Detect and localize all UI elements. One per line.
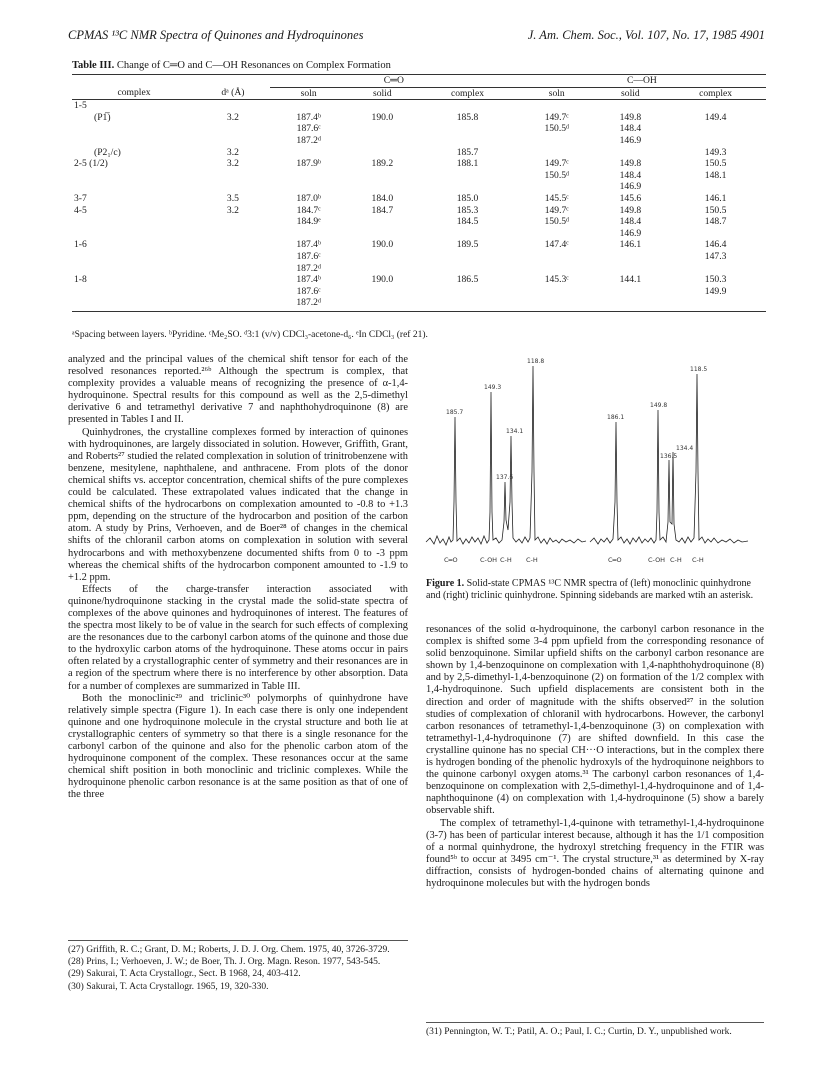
table-cell	[72, 263, 196, 275]
table-cell	[417, 286, 518, 298]
reference-entry: (29) Sakurai, T. Acta Crystallogr., Sect. B 1968, 24, 403-412.	[68, 969, 301, 980]
table-cell: 146.4	[704, 239, 727, 251]
table-cell: 185.7	[456, 146, 479, 158]
table-cell	[518, 100, 596, 112]
table-cell: 190.0	[371, 274, 394, 286]
table-cell	[270, 147, 348, 159]
right-axis-label-2: C-OH	[648, 556, 666, 564]
table-cell: 187.2ᵈ	[296, 297, 321, 309]
table-iii	[72, 74, 766, 312]
column-header: soln	[548, 87, 565, 99]
table-cell	[72, 286, 196, 298]
table-cell	[518, 251, 596, 263]
table-cell	[596, 263, 666, 275]
left-axis-label-1: C═O	[444, 556, 458, 564]
body-paragraph: Effects of the charge-transfer interaction associated with quinone/hydroquinone stacking in the crystal made the solid-state spectra of complexes of the above quinones and hydroquinones of interest. The features of the spectra most likely to be of value in the search for such effects of complexing are the resonances due to the carbonyl carbon atoms of the quinone and those due to the hydroxylic carbon atoms of the hydroquinone. These atoms occur in pairs often related by a crystallographic center of symmetry and their resonances are in a region of the spectrum where there is no interference by other absorption. Data for a number of complexes are summarized in Table III.	[68, 583, 408, 692]
table-cell	[518, 181, 596, 193]
table-cell: 2-5 (1/2)	[74, 158, 108, 170]
table-row	[72, 158, 766, 170]
table-cell: 149.7ᶜ	[544, 111, 569, 123]
table-cell: 150.5ᵈ	[544, 169, 570, 181]
body-paragraph: Quinhydrones, the crystalline complexes formed by interaction of quinones with hydroquinones, are largely dissociated in solution. However, Griffith, Grant, and Roberts²⁷ studied the related complexation in solution of trinitrobenzene with benzene, mesitylene, naphthalene, and anthracene. From plots of the donor chemical shifts vs. acceptor concentration, chemical shifts of the pure complexes could be calculated. These extrapolated values indicated that the change in chemical shifts of the hydrocarbons on complexation amounted to -0.8 to +1.3 ppm, depending on the structure of the hydrocarbon and position of the carbon atom. A study by Prins, Verhoeven, and de Boer²⁸ of changes in the chemical shifts of the chloranil carbon atoms on complexation in solution with several hydrocarbons and with methoxybenzene documented shifts from 0 to -3 ppm whereas the chemical shifts of the hydrocarbon component amounted to -1.9 to +1.2 ppm.	[68, 426, 408, 583]
table-title: Change of C═O and C—OH Resonances on Complex Formation	[116, 60, 391, 71]
table-cell: (P1̅)	[94, 111, 111, 123]
body-paragraph: The complex of tetramethyl-1,4-quinone with tetramethyl-1,4-hydroquinone (3-7) has been of particular interest because, although it has the 1/1 composition of a normal quinhydrone, the hydroxyl stretching frequency in the FTIR was found⁵ᵇ to occur at 3495 cm⁻¹. The crystal structure,³¹ as determined by X-ray diffraction, consists of hydrogen-bonded chains of alternating quinone and hydroquinone molecules but with the hydrogen bonds	[426, 817, 764, 889]
table-cell: 150.5ᵈ	[544, 216, 570, 228]
running-head	[68, 28, 765, 46]
table-cell: 3.5	[226, 192, 239, 204]
body-paragraph: analyzed and the principal values of the chemical shift tensor for each of the resolved resonances reported.²⁶ᵇ Although the spectrum is complex, that complexity provides a valuable means of recognizing the presence of α-1,4-hydroquinone. Spectral results for this compound as well as the 2,5-dimethyl derivative 6 and tetramethyl derivative 7 and naphthohydroquinone (8) are presented in Tables I and II.	[68, 354, 408, 426]
table-cell	[348, 297, 418, 311]
table-cell: 149.4	[704, 111, 727, 123]
reference-entry: (28) Prins, I.; Verhoeven, J. W.; de Boer, Th. J. Org. Magn. Reson. 1977, 543-545.	[68, 957, 381, 968]
table-cell: 3.2	[226, 111, 239, 123]
table-cell: 187.9ᵇ	[296, 158, 321, 170]
table-cell	[348, 135, 418, 147]
table-cell	[196, 239, 270, 251]
table-row	[72, 228, 766, 240]
table-cell: 146.9	[619, 227, 642, 239]
left-spectrum-trace	[426, 366, 586, 545]
table-cell	[196, 251, 270, 263]
table-cell	[417, 251, 518, 263]
table-row	[72, 297, 766, 311]
table-cell: 184.7ᶜ	[296, 204, 321, 216]
table-cell	[196, 216, 270, 228]
table-cell	[270, 181, 348, 193]
table-cell	[196, 135, 270, 147]
table-cell: 149.9	[704, 285, 727, 297]
table-cell: 150.3	[704, 274, 727, 286]
right-axis-label-4: C-H	[692, 556, 704, 564]
table-cell	[417, 100, 518, 112]
table-cell	[596, 147, 666, 159]
table-cell	[596, 251, 666, 263]
table-row	[72, 193, 766, 205]
table-cell: 148.4	[619, 123, 642, 135]
table-cell: 3.2	[226, 146, 239, 158]
table-cell: 190.0	[371, 111, 394, 123]
table-cell	[270, 170, 348, 182]
table-cell	[417, 181, 518, 193]
table-cell	[348, 147, 418, 159]
table-cell: 149.8	[619, 111, 642, 123]
table-cell	[196, 100, 270, 112]
table-cell	[72, 216, 196, 228]
table-cell: 146.9	[619, 181, 642, 193]
table-cell: 147.3	[704, 250, 727, 262]
table-cell	[348, 170, 418, 182]
reference-entry: (30) Sakurai, T. Acta Crystallogr. 1965, 19, 320-330.	[68, 981, 269, 992]
table-cell: 185.8	[456, 111, 479, 123]
table-cell: 189.2	[371, 158, 394, 170]
group-header-co: C═O	[270, 75, 518, 88]
group-header-coh: C—OH	[518, 75, 766, 88]
table-cell	[596, 297, 666, 311]
table-cell	[665, 263, 766, 275]
table-cell: 148.1	[704, 169, 727, 181]
table-cell: 1-5	[74, 100, 87, 112]
table-row	[72, 181, 766, 193]
table-cell: 149.3	[704, 146, 727, 158]
table-cell	[72, 297, 196, 311]
left-peak-label-2: 149.3	[484, 384, 502, 391]
right-axis-label-1: C═O	[608, 556, 622, 564]
reference-entry: (27) Griffith, R. C.; Grant, D. M.; Roberts, J. D. J. Org. Chem. 1975, 40, 3726-3729.	[68, 945, 390, 955]
figure-1	[420, 352, 766, 574]
table-cell	[72, 228, 196, 240]
table-cell: 144.1	[619, 274, 642, 286]
table-cell: 150.5ᵈ	[544, 123, 570, 135]
table-row	[72, 251, 766, 263]
table-cell	[417, 263, 518, 275]
column-header: solid	[372, 87, 392, 99]
table-cell	[518, 135, 596, 147]
table-row	[72, 135, 766, 147]
table-cell: 149.8	[619, 158, 642, 170]
table-cell: 145.5ᶜ	[544, 192, 569, 204]
table-cell: 184.7	[371, 204, 394, 216]
table-cell: 187.4ᵇ	[296, 274, 321, 286]
left-axis-label-4: C-H	[526, 556, 538, 564]
right-peak-label-1: 186.1	[607, 414, 625, 421]
table-cell: 187.6ᶜ	[296, 123, 321, 135]
table-cell: 187.4ᵇ	[296, 239, 321, 251]
table-cell	[665, 135, 766, 147]
right-peak-label-2: 149.8	[650, 402, 668, 409]
table-cell: 149.7ᶜ	[544, 158, 569, 170]
table-cell	[417, 123, 518, 135]
nmr-spectra-svg	[420, 352, 766, 574]
table-cell: 1-8	[74, 274, 87, 286]
table-cell	[518, 228, 596, 240]
left-axis-label-2: C-OH	[480, 556, 498, 564]
table-cell	[196, 228, 270, 240]
column-header-row	[72, 87, 766, 100]
table-cell	[665, 123, 766, 135]
table-cell: 146.9	[619, 134, 642, 146]
table-cell: 186.5	[456, 274, 479, 286]
right-peak-label-3: 134.4	[676, 445, 694, 452]
running-head-journal: J. Am. Chem. Soc., Vol. 107, No. 17, 1985 4901	[527, 28, 765, 42]
table-cell	[665, 100, 766, 112]
table-row	[72, 170, 766, 182]
left-peak-label-3: 134.1	[506, 428, 524, 435]
table-cell	[665, 181, 766, 193]
table-cell: 3-7	[74, 192, 87, 204]
column-header: solid	[621, 87, 640, 99]
table-cell	[196, 181, 270, 193]
table-cell: 4-5	[74, 204, 87, 216]
table-cell	[270, 100, 348, 112]
table-cell	[518, 297, 596, 311]
running-head-title: CPMAS ¹³C NMR Spectra of Quinones and Hydroquinones	[68, 28, 364, 42]
table-cell: 149.7ᶜ	[544, 204, 569, 216]
body-paragraph: resonances of the solid α-hydroquinone, the carbonyl carbon resonance in the complex is shifted some 3-4 ppm upfield from the corresponding resonance of solid benzoquinone. Similar upfield shifts on the carbonyl carbon resonance are shown by 1,4-benzoquinone on complexation with 1,4-naphthohydroquinone (8) and by 2,5-dimethyl-1,4-benzoquinone (2) on formation of the 1/2 complex with 1,4-hydroquinone. Such upfield displacements are consistent both in the direction and order of magnitude with the shifts observed²⁷ in the solution studies of complexation of chloranil with hydrocarbons. However, the carbonyl carbon resonances of tetramethyl-1,4-benzoquinone (3) on complexation with tetramethyl-1,4-hydroquinone (7) are shifted downfield. In this case the crystalline quinone has no special CH···O interactions, but in the complex there is hydrogen bonding of the phenolic hydroxyls of the hydroquinone neighbors to the quinone carbonyl oxygen atoms.³¹ The carbonyl carbon resonances of 1,4-benzoquinone on complexation with 2,5-dimethyl-1,4-hydroquinone and of 1,4-naphthoquinone (4) on complexation with 1,4-hydroquinone (5) show a barely observable shift.	[426, 624, 764, 817]
table-cell	[417, 228, 518, 240]
table-cell	[196, 274, 270, 286]
table-cell	[72, 181, 196, 193]
table-cell: 3.2	[226, 204, 239, 216]
table-cell: 184.9ᵉ	[296, 216, 321, 228]
table-row	[72, 112, 766, 124]
table-cell	[196, 170, 270, 182]
table-row	[72, 274, 766, 286]
table-cell: 149.8	[619, 204, 642, 216]
references-right	[426, 1022, 764, 1039]
right-peak-label-4: 136.5	[660, 453, 678, 460]
table-cell: 187.0ᵇ	[296, 192, 321, 204]
table-cell: 185.0	[456, 192, 479, 204]
table-cell	[665, 297, 766, 311]
left-column-text	[68, 354, 408, 801]
table-cell: 1-6	[74, 239, 87, 251]
table-cell: 148.4	[619, 169, 642, 181]
table-cell: 150.5	[704, 158, 727, 170]
table-cell	[665, 228, 766, 240]
table-cell: 150.5	[704, 204, 727, 216]
table-cell	[417, 170, 518, 182]
left-peak-label-5: 118.8	[527, 358, 545, 365]
table-cell: 190.0	[371, 239, 394, 251]
table-row	[72, 147, 766, 159]
table-row	[72, 286, 766, 298]
table-cell	[348, 181, 418, 193]
right-axis-label-3: C-H	[670, 556, 682, 564]
table-cell: 147.4ᶜ	[544, 239, 569, 251]
table-cell	[417, 297, 518, 311]
table-footnote: ᵃSpacing between layers. ᵇPyridine. ᶜMe₂SO. ᵈ3:1 (v/v) CDCl₃-acetone-d₆. ᵉIn CDCl₃ (ref 21).	[72, 330, 428, 340]
table-cell	[72, 170, 196, 182]
table-cell	[348, 263, 418, 275]
references-left	[68, 940, 408, 994]
table-cell: 148.4	[619, 216, 642, 228]
table-cell: 184.5	[456, 216, 479, 228]
table-cell: (P2₁/c)	[94, 146, 121, 158]
table-cell: 3.2	[226, 158, 239, 170]
table-cell	[596, 100, 666, 112]
table-cell	[348, 216, 418, 228]
figure-caption-label: Figure 1.	[426, 578, 465, 589]
table-cell: 187.6ᶜ	[296, 285, 321, 297]
table-cell	[348, 286, 418, 298]
table-number: Table III.	[72, 60, 115, 71]
column-header: complex	[699, 87, 733, 99]
table-caption	[72, 60, 391, 71]
table-cell	[196, 286, 270, 298]
table-row	[72, 100, 766, 112]
table-cell	[196, 263, 270, 275]
table-cell: 187.4ᵇ	[296, 111, 321, 123]
reference-entry: (31) Pennington, W. T.; Patil, A. O.; Paul, I. C.; Curtin, D. Y., unpublished work.	[426, 1027, 732, 1037]
left-axis-label-3: C-H	[500, 556, 512, 564]
table-row	[72, 216, 766, 228]
table-cell: 145.6	[619, 192, 642, 204]
table-row	[72, 205, 766, 217]
table-cell	[348, 251, 418, 263]
table-cell	[196, 297, 270, 311]
table-cell: 187.6ᶜ	[296, 250, 321, 262]
left-peak-label-4: 137.6	[496, 474, 514, 481]
table-cell	[348, 123, 418, 135]
table-cell: 185.3	[456, 204, 479, 216]
table-cell: 187.2ᵈ	[296, 262, 321, 274]
column-header: soln	[300, 87, 317, 99]
table-row	[72, 123, 766, 135]
table-cell	[72, 135, 196, 147]
table-cell	[518, 286, 596, 298]
table-body	[72, 100, 766, 312]
table-cell: 184.0	[371, 192, 394, 204]
table-cell: 146.1	[704, 192, 727, 204]
right-peak-label-5: 118.5	[690, 366, 708, 373]
table-cell	[348, 100, 418, 112]
table-cell	[270, 228, 348, 240]
table-cell	[518, 147, 596, 159]
table-cell	[72, 251, 196, 263]
table-cell: 146.1	[619, 239, 642, 251]
table-cell	[417, 135, 518, 147]
table-cell: 145.3ᶜ	[544, 274, 569, 286]
right-column-text	[426, 624, 764, 890]
table-cell: 187.2ᵈ	[296, 134, 321, 146]
table-cell	[518, 263, 596, 275]
body-paragraph: Both the monoclinic²⁹ and triclinic³⁰ polymorphs of quinhydrone have relatively simple spectra (Figure 1). In each case there is only one independent quinone and one hydroquinone molecule in the crystal structure and both lie at crystallographic centers of symmetry so that there is a single resonance for the carbonyl carbon of the quinone and also for the phenolic carbon atom of the hydroquinone component of the complex. These resonances occur at the same chemical shift position in both monoclinic and triclinic complexes. While the hydroquinone phenolic carbon resonance is at the same position as that of one of the three	[68, 692, 408, 801]
table-cell	[196, 123, 270, 135]
left-peak-label-1: 185.7	[446, 409, 464, 416]
table-cell	[348, 228, 418, 240]
column-header: complex	[450, 87, 485, 99]
figure-caption-text: Solid-state CPMAS ¹³C NMR spectra of (left) monoclinic quinhydrone and (right) triclinic quinhydrone. Spinning sidebands are marked wtih an asterisk.	[426, 578, 754, 601]
table-row	[72, 239, 766, 251]
column-header: dᵃ (Å)	[221, 87, 245, 99]
column-header: complex	[117, 87, 151, 99]
figure-caption	[426, 578, 764, 601]
table-cell	[72, 123, 196, 135]
table-cell: 189.5	[456, 239, 479, 251]
table-cell: 188.1	[456, 158, 479, 170]
table-row	[72, 263, 766, 275]
table-cell: 148.7	[704, 216, 727, 228]
table-cell	[596, 286, 666, 298]
